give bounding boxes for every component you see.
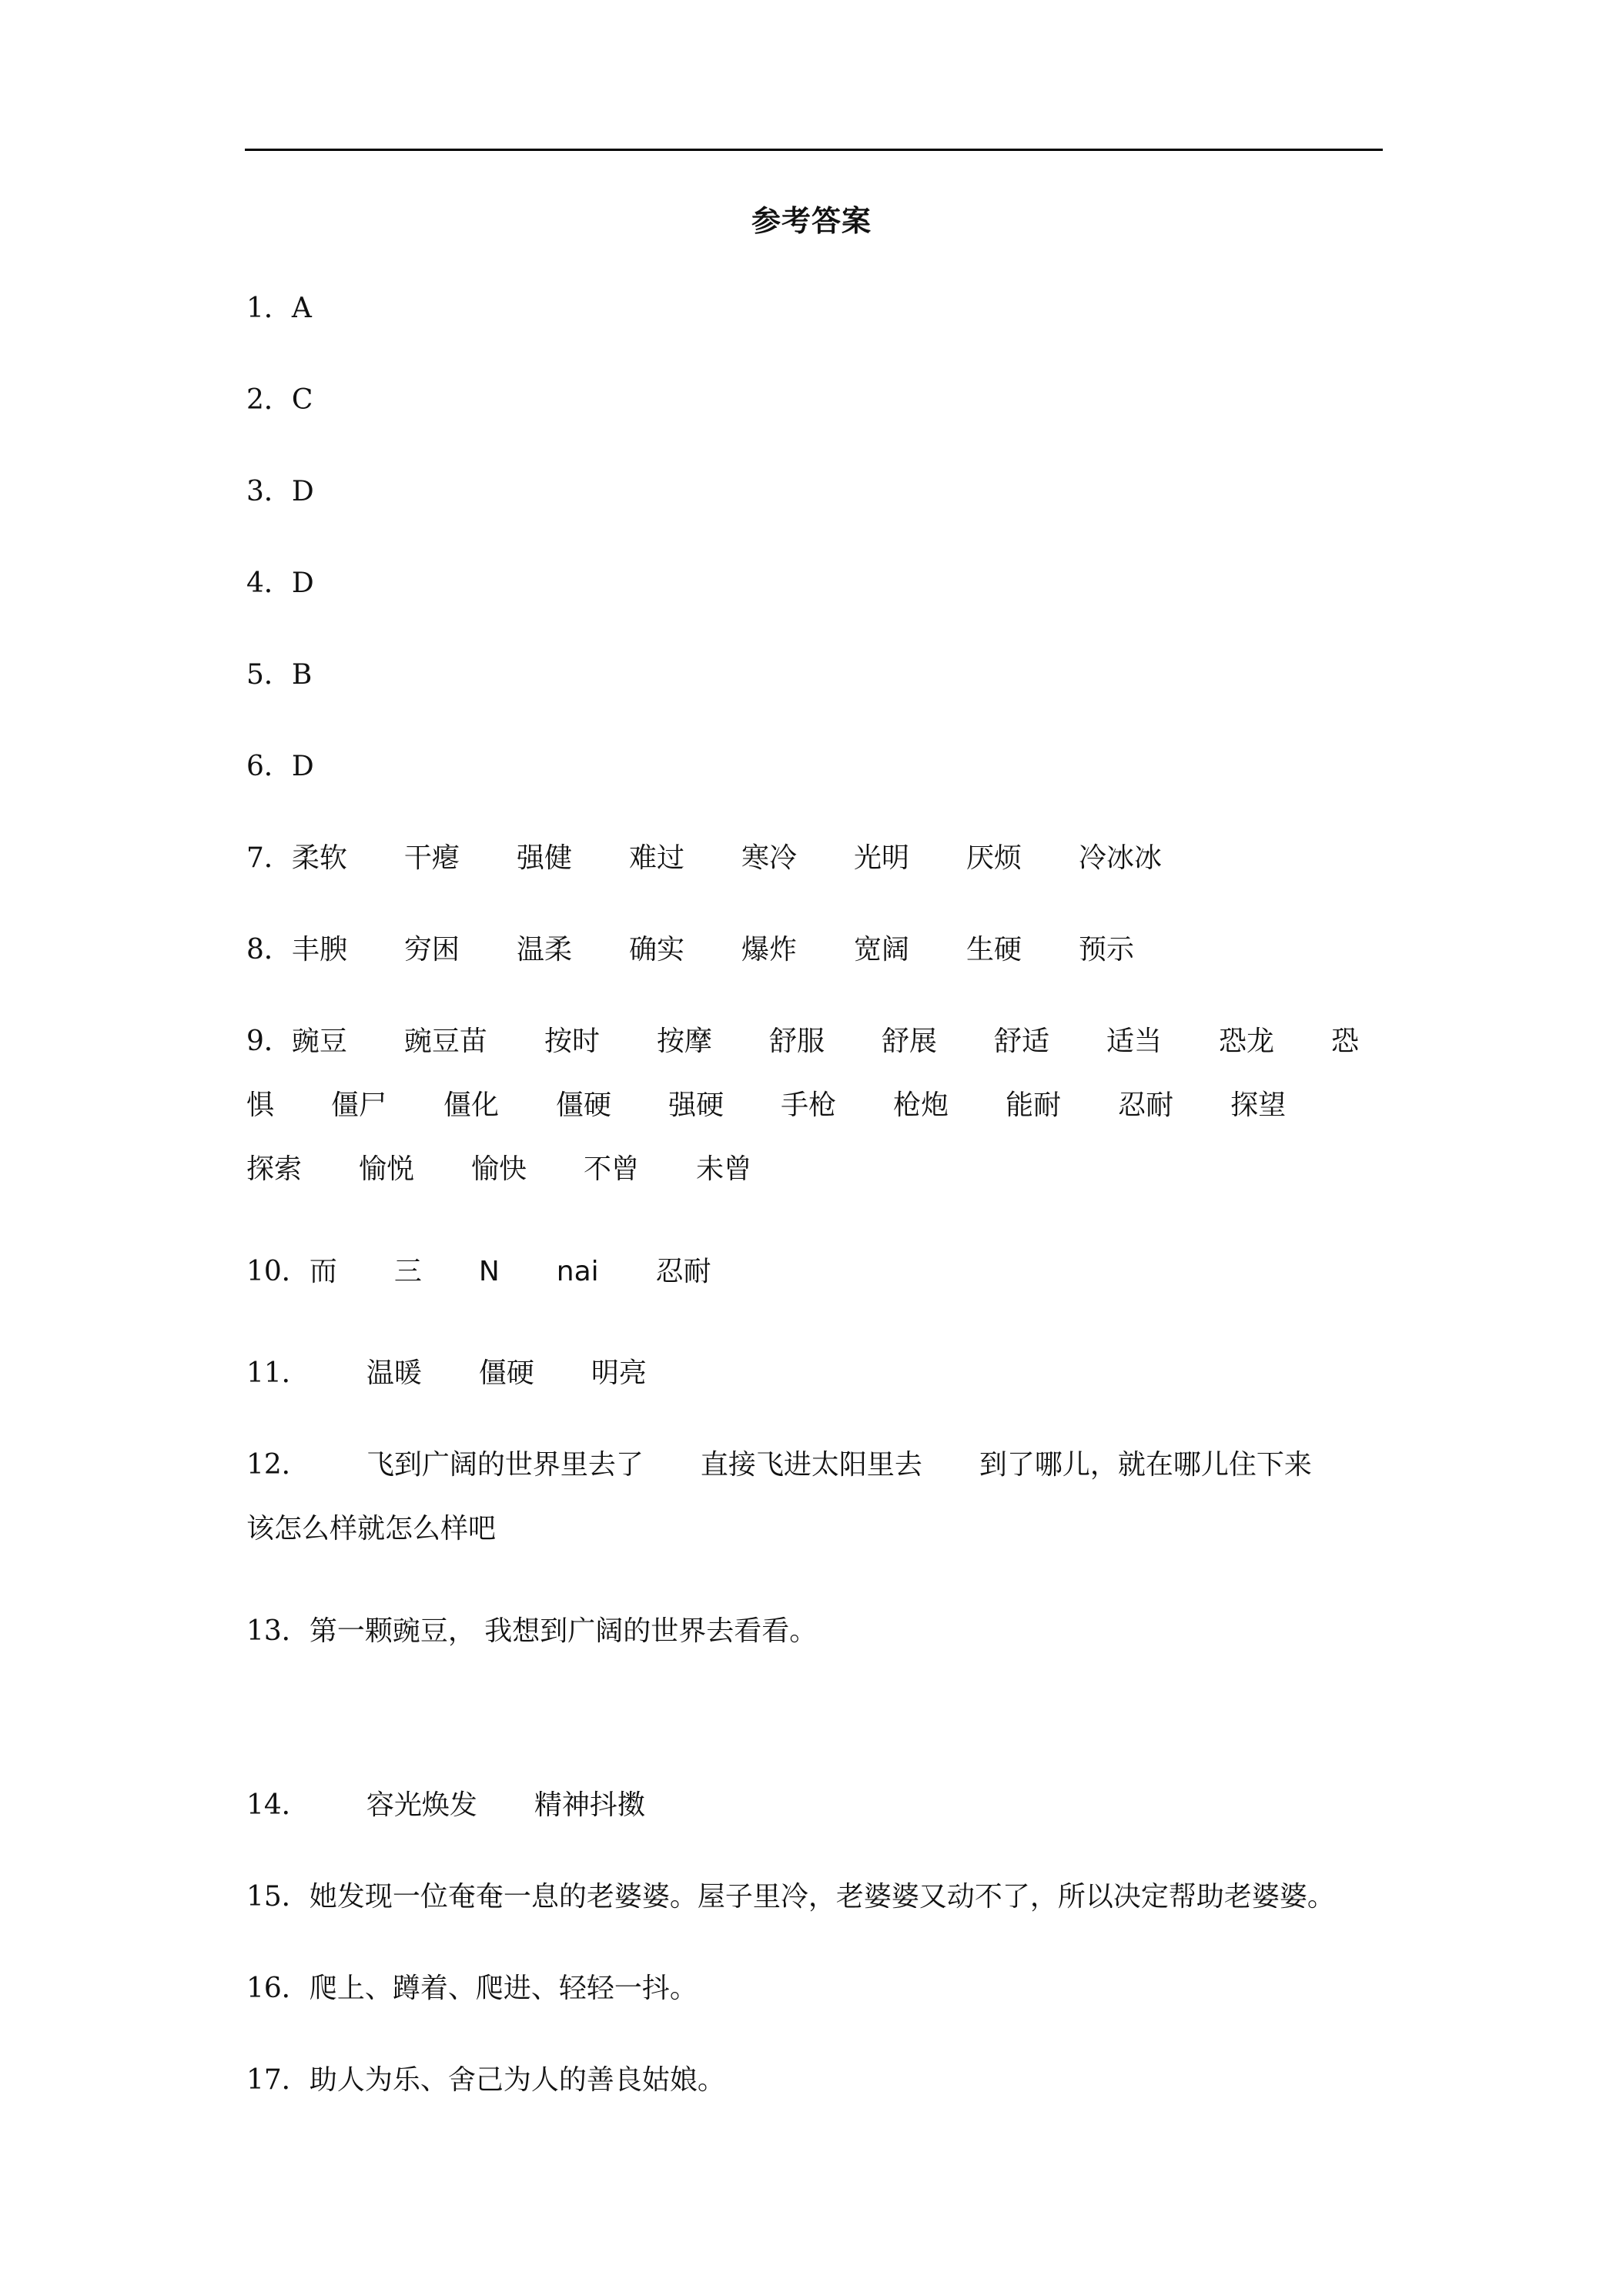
answer-word: 愉快 xyxy=(471,1153,527,1185)
answer-word: 恐龙 xyxy=(1219,1026,1275,1057)
answer-number: 9． xyxy=(246,1026,292,1057)
answer-word: 按摩 xyxy=(656,1026,712,1057)
answer-word: 不曾 xyxy=(584,1153,640,1185)
answer-phrase: 飞到广阔的世界里去了 xyxy=(366,1449,644,1481)
answer-word: 手枪 xyxy=(781,1089,837,1121)
answer-word: 精神抖擞 xyxy=(534,1789,645,1821)
answer-word: 光明 xyxy=(853,842,909,874)
answer-4 xyxy=(246,564,314,603)
answer-10 xyxy=(246,1253,711,1291)
answer-number: 6． xyxy=(246,751,292,782)
answer-word: 爆炸 xyxy=(741,934,797,966)
answer-word: 强硬 xyxy=(668,1089,724,1121)
answer-word: 宽阔 xyxy=(853,934,909,966)
answer-word: 按时 xyxy=(544,1026,600,1057)
answer-7 xyxy=(246,839,1162,878)
answer-word: 三 xyxy=(393,1256,422,1287)
answer-word: 枪炮 xyxy=(893,1089,949,1121)
answer-phrase: 到了哪儿，就在哪儿住下来 xyxy=(979,1449,1312,1481)
answer-word: 僵硬 xyxy=(556,1089,612,1121)
answer-word: 容光焕发 xyxy=(366,1789,477,1821)
answer-text: B xyxy=(291,659,313,691)
answer-number: 7． xyxy=(246,842,292,874)
answer-word: 忍耐 xyxy=(655,1256,711,1287)
answer-word: 而 xyxy=(309,1256,337,1287)
answer-5 xyxy=(246,656,312,694)
answer-number: 13． xyxy=(246,1615,310,1647)
answer-word: 穷困 xyxy=(403,934,460,966)
answer-text: 助人为乐、舍己为人的善良姑娘。 xyxy=(309,2064,725,2096)
answer-1 xyxy=(246,290,312,328)
answer-word: 强健 xyxy=(516,842,572,874)
answer-phrase: 直接飞进太阳里去 xyxy=(700,1449,922,1481)
answer-14 xyxy=(246,1786,645,1825)
answer-word: 恐 xyxy=(1331,1026,1360,1057)
answer-word: 未曾 xyxy=(696,1153,752,1185)
answer-word: 能耐 xyxy=(1006,1089,1062,1121)
answer-number: 15． xyxy=(246,1881,310,1913)
answer-number: 14． xyxy=(246,1789,310,1821)
answer-15 xyxy=(246,1878,1335,1916)
answer-number: 16． xyxy=(246,1973,310,2004)
answer-word: 干瘪 xyxy=(403,842,460,874)
answer-word: 僵尸 xyxy=(331,1089,387,1121)
page-title: 参考答案 xyxy=(751,203,872,238)
answer-text: 第一颗豌豆， 我想到广阔的世界去看看。 xyxy=(309,1615,818,1647)
answer-word: 寒冷 xyxy=(741,842,797,874)
answer-word: 温柔 xyxy=(516,934,572,966)
answer-9-line-1 xyxy=(246,1022,1359,1061)
answer-word: 豌豆苗 xyxy=(403,1026,487,1057)
answer-word: 僵化 xyxy=(443,1089,500,1121)
answer-word: 探索 xyxy=(246,1153,303,1185)
answer-word: 舒展 xyxy=(881,1026,937,1057)
answer-word: 豌豆 xyxy=(291,1026,347,1057)
header-rule xyxy=(245,149,1383,151)
answer-text: A xyxy=(291,293,312,324)
answer-text: D xyxy=(291,751,314,782)
answer-number: 4． xyxy=(246,567,292,599)
answer-3 xyxy=(246,473,314,511)
answer-17 xyxy=(246,2061,725,2100)
answer-word: 舒适 xyxy=(994,1026,1050,1057)
answer-number: 5． xyxy=(246,659,292,691)
answer-word: 确实 xyxy=(628,934,684,966)
answer-number: 12． xyxy=(246,1449,310,1481)
answer-word: 难过 xyxy=(628,842,684,874)
answer-phrase: 该怎么样就怎么样吧 xyxy=(246,1513,497,1545)
answer-word: 丰腴 xyxy=(291,934,347,966)
answer-text: D xyxy=(291,567,314,599)
answer-9-line-2 xyxy=(246,1086,1286,1125)
answer-text: D xyxy=(291,476,314,507)
answer-word: 预示 xyxy=(1079,934,1135,966)
answer-number: 11． xyxy=(246,1357,310,1389)
answer-word: 探望 xyxy=(1230,1089,1287,1121)
answer-text: C xyxy=(291,384,313,416)
answer-word: 舒服 xyxy=(768,1026,825,1057)
answer-number: 17． xyxy=(246,2064,310,2096)
answer-word: nai xyxy=(556,1256,599,1287)
answer-8 xyxy=(246,931,1134,969)
answer-number: 2． xyxy=(246,384,292,416)
answer-number: 10． xyxy=(246,1256,310,1287)
answer-number: 8． xyxy=(246,934,292,966)
answer-word: 厌烦 xyxy=(966,842,1022,874)
answer-word: N xyxy=(478,1256,500,1287)
answer-2 xyxy=(246,381,313,420)
answer-12-line-1 xyxy=(246,1446,1312,1484)
answer-word: 忍耐 xyxy=(1118,1089,1174,1121)
answer-text: 爬上、蹲着、爬进、轻轻一抖。 xyxy=(309,1973,698,2004)
answer-word: 适当 xyxy=(1106,1026,1163,1057)
answer-6 xyxy=(246,748,314,786)
answer-word: 愉悦 xyxy=(359,1153,415,1185)
answer-number: 1． xyxy=(246,293,292,324)
answer-12-line-2 xyxy=(246,1510,496,1548)
answer-number: 3． xyxy=(246,476,292,507)
answer-text: 她发现一位奄奄一息的老婆婆。屋子里冷，老婆婆又动不了，所以决定帮助老婆婆。 xyxy=(309,1881,1335,1913)
answer-word: 惧 xyxy=(246,1089,275,1121)
answer-word: 温暖 xyxy=(366,1357,422,1389)
answer-word: 明亮 xyxy=(591,1357,647,1389)
answer-word: 僵硬 xyxy=(478,1357,534,1389)
answer-word: 柔软 xyxy=(291,842,347,874)
answer-word: 生硬 xyxy=(966,934,1022,966)
answer-11 xyxy=(246,1354,647,1393)
answer-word: 冷冰冰 xyxy=(1079,842,1163,874)
answer-9-line-3 xyxy=(246,1150,751,1189)
answer-16 xyxy=(246,1970,698,2008)
answer-13 xyxy=(246,1612,817,1651)
